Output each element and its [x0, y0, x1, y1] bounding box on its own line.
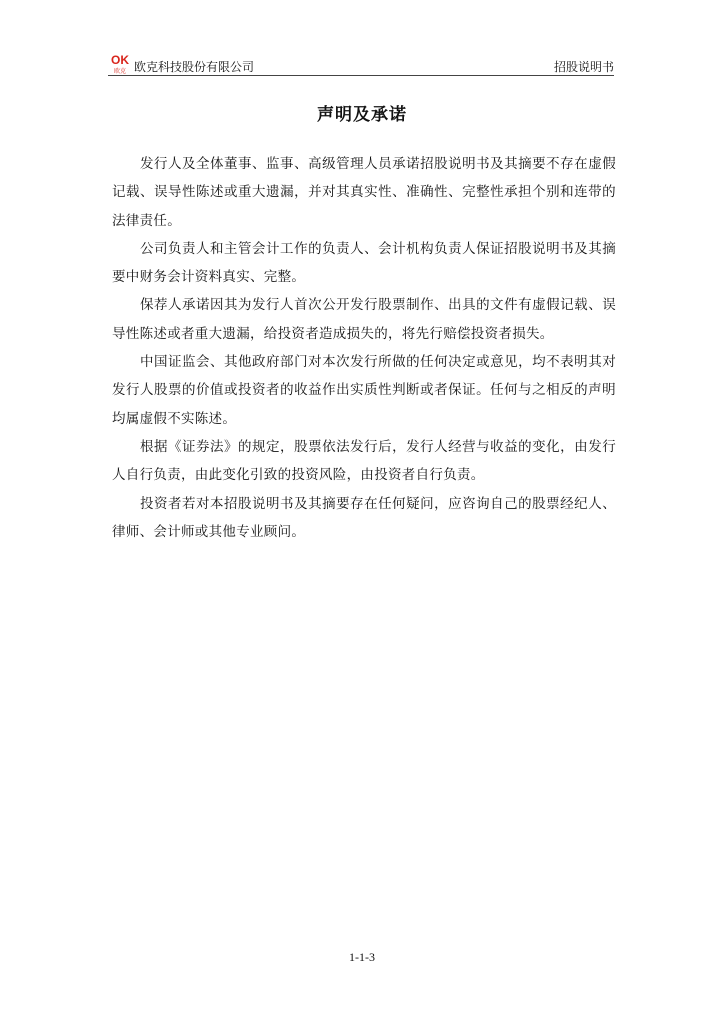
- paragraph-4: 中国证监会、其他政府部门对本次发行所做的任何决定或意见，均不表明其对发行人股票的价值或投资者的收益作出实质性判断或者保证。任何与之相反的声明均属虚假不实陈述。: [112, 354, 616, 427]
- page-number: 1-1-3: [349, 950, 375, 964]
- document-type: 招股说明书: [553, 60, 614, 74]
- paragraph-2: 公司负责人和主管会计工作的负责人、会计机构负责人保证招股说明书及其摘要中财务会计资料真实、完整。: [112, 240, 616, 286]
- header-rule: [108, 75, 614, 76]
- company-name: 欧克科技股份有限公司: [134, 60, 255, 74]
- paragraph-6: 投资者若对本招股说明书及其摘要存在任何疑问，应咨询自己的股票经纪人、律师、会计师或其他专业顾问。: [112, 495, 616, 540]
- paragraph-5: 根据《证券法》的规定，股票依法发行后，发行人经营与收益的变化，由发行人自行负责，由此变化引致的投资风险，由投资者自行负责。: [112, 438, 616, 484]
- page-header: [108, 50, 614, 76]
- paragraph-3: 保荐人承诺因其为发行人首次公开发行股票制作、出具的文件有虚假记载、误导性陈述或者重大遗漏，给投资者造成损失的，将先行赔偿投资者损失。: [112, 297, 616, 342]
- paragraph-1: 发行人及全体董事、监事、高级管理人员承诺招股说明书及其摘要不存在虚假记载、误导性陈述或重大遗漏，并对其真实性、准确性、完整性承担个别和连带的法律责任。: [112, 156, 616, 229]
- page-title: 声明及承诺: [317, 105, 407, 125]
- statement-body: [112, 150, 616, 546]
- logo-mark: OK: [111, 53, 129, 67]
- company-logo-icon: [108, 52, 132, 74]
- logo-caption: 欧克: [113, 68, 127, 74]
